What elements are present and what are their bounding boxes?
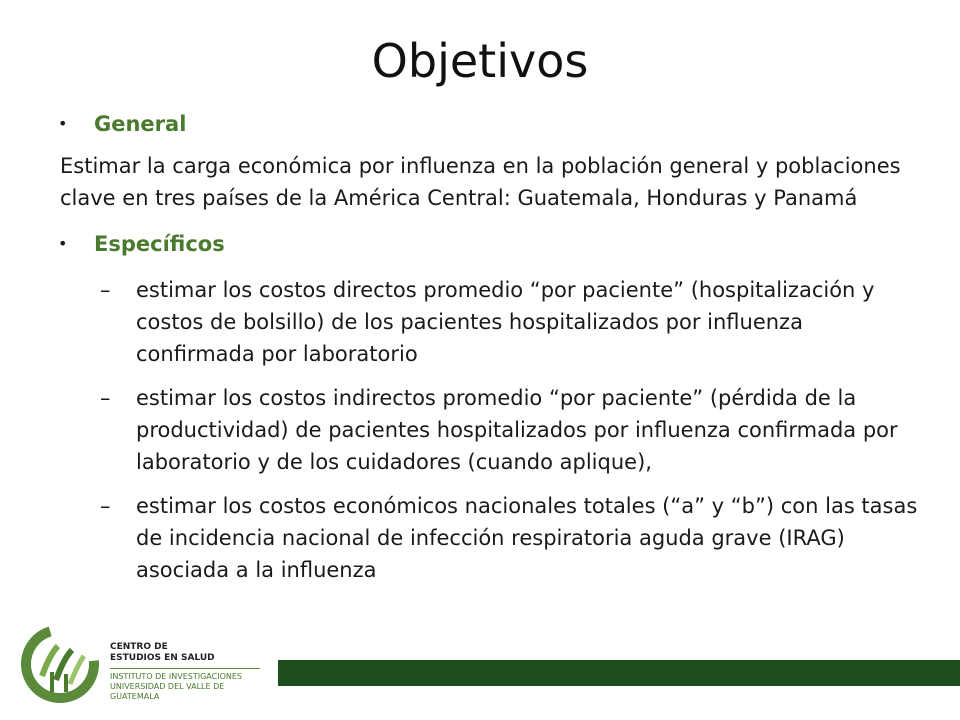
bullet-icon: • — [58, 234, 68, 253]
list-item — [58, 382, 928, 478]
especificos-list — [58, 274, 928, 586]
dash-icon: – — [100, 278, 111, 302]
logo-divider — [110, 668, 260, 669]
slide-title: Objetivos — [371, 34, 589, 88]
logo-text — [110, 642, 265, 702]
bullet-icon: • — [58, 114, 68, 133]
list-item — [58, 274, 928, 370]
ces-logo — [20, 620, 265, 710]
slide-content — [58, 112, 928, 598]
dash-icon: – — [100, 386, 111, 410]
footer-bar — [278, 660, 960, 686]
ces-emblem-icon — [20, 624, 100, 704]
list-item-text: estimar los costos directos promedio “por paciente” (hospitalización y costos de bolsillo) de los pacientes hospitalizados por influenza confirmada por laboratorio — [136, 278, 875, 366]
logo-sub1: INSTITUTO DE INVESTIGACIONES — [110, 672, 242, 681]
logo-sub2: UNIVERSIDAD DEL VALLE DE GUATEMALA — [110, 682, 225, 701]
especificos-heading: Específicos — [94, 232, 225, 256]
list-item — [58, 490, 928, 586]
dash-icon: – — [100, 494, 111, 518]
general-text: Estimar la carga económica por influenza en la población general y poblaciones clave en tres países de la América Central: Guatemala, Honduras y Panamá — [60, 154, 901, 210]
logo-line1: CENTRO DE — [110, 642, 168, 652]
logo-line2: ESTUDIOS EN SALUD — [110, 653, 215, 663]
general-heading: General — [94, 112, 187, 136]
list-item-text: estimar los costos económicos nacionales totales (“a” y “b”) con las tasas de incidencia nacional de infección respiratoria aguda grave (IRAG) asociada a la influenza — [136, 494, 918, 582]
especificos-heading-row — [58, 232, 928, 256]
general-heading-row — [58, 112, 928, 136]
list-item-text: estimar los costos indirectos promedio “por paciente” (pérdida de la productividad) de pacientes hospitalizados por influenza confirmada por laboratorio y de los cuidadores (cuando aplique), — [136, 386, 898, 474]
